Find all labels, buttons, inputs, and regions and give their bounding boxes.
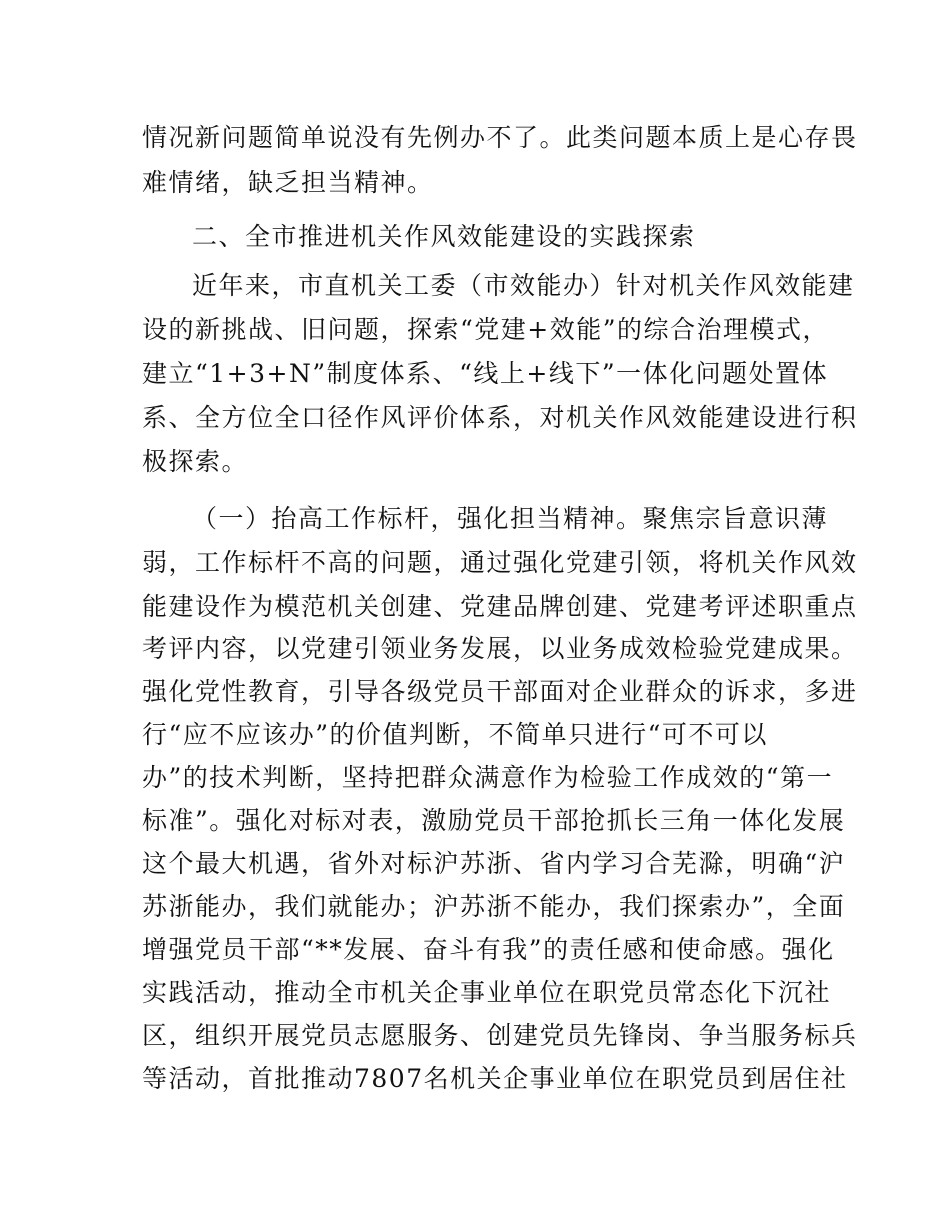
text-line: 这个最大机遇，省外对标沪苏浙、省内学习合芜滁，明确“沪 [142,849,846,878]
text-line: 考评内容，以党建引领业务发展，以业务成效检验党建成果。 [142,634,858,663]
text-line: 标准”。强化对标对表，激励党员干部抢抓长三角一体化发展 [142,806,846,835]
text-line: 办”的技术判断，坚持把群众满意作为检验工作成效的“第一 [142,763,834,792]
text-line: 苏浙能办，我们就能办；沪苏浙不能办，我们探索办”，全面 [142,892,846,921]
text-line: 系、全方位全口径作风评价体系，对机关作风效能建设进行积 [142,403,858,432]
subsection-heading: （一）抬高工作标杆，强化担当精神。聚焦宗旨意识薄 [192,504,829,533]
text-line: 近年来，市直机关工委（市效能办）针对机关作风效能建 [192,271,855,300]
text-line: 极探索。 [142,447,249,476]
text-line: 情况新问题简单说没有先例办不了。此类问题本质上是心存畏 [142,123,858,152]
text-line: 弱，工作标杆不高的问题，通过强化党建引领，将机关作风效 [142,548,858,577]
text-line: 实践活动，推动全市机关企事业单位在职党员常态化下沉社 [142,978,832,1007]
text-line: 增强党员干部“**发展、奋斗有我”的责任感和使命感。强化 [142,935,835,964]
text-line: 区，组织开展党员志愿服务、创建党员先锋岗、争当服务标兵 [142,1021,858,1050]
text-line: 能建设作为模范机关创建、党建品牌创建、党建考评述职重点 [142,592,858,621]
text-line: 设的新挑战、旧问题，探索“党建+效能”的综合治理模式， [142,315,830,344]
text-line: 行“应不应该办”的价值判断，不简单只进行“可不可以 [142,720,768,749]
text-line: 等活动，首批推动7807名机关企事业单位在职党员到居住社 [142,1064,848,1093]
text-line: 强化党性教育，引导各级党员干部面对企业群众的诉求，多进 [142,677,858,706]
section-heading: 二、全市推进机关作风效能建设的实践探索 [192,222,696,251]
text-line: 建立“1+3+N”制度体系、“线上+线下”一体化问题处置体 [142,359,829,388]
text-line: 难情绪，缺乏担当精神。 [142,168,434,197]
